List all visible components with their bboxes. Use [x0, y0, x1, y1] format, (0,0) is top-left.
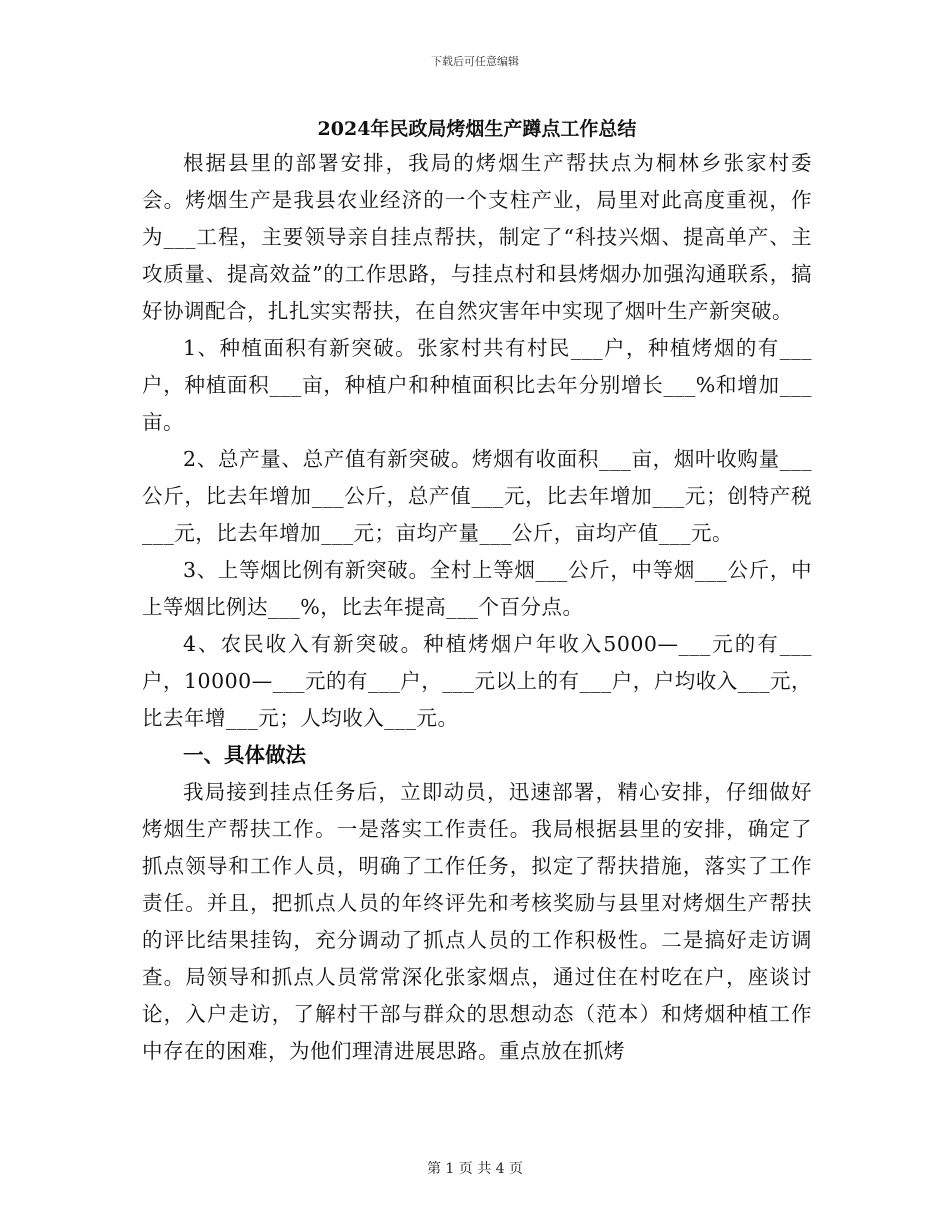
item-3-paragraph: 3、上等烟比例有新突破。全村上等烟___公斤，中等烟___公斤，中上等烟比例达___%，比去年提高___个百分点。: [142, 558, 812, 619]
item-2-paragraph: 2、总产量、总产值有新突破。烤烟有收面积___亩，烟叶收购量___公斤，比去年增加___公斤，总产值___元，比去年增加___元；创特产税___元，比去年增加___元；亩均产量___公斤，亩均产值___元。: [142, 447, 812, 545]
section-1-paragraph: 我局接到挂点任务后，立即动员，迅速部署，精心安排，仔细做好烤烟生产帮扶工作。一是落实工作责任。我局根据县里的安排，确定了抓点领导和工作人员，明确了工作任务，拟定了帮扶措施，落实了工作责任。并且，把抓点人员的年终评先和考核奖励与县里对烤烟生产帮扶的评比结果挂钩，充分调动了抓点人员的工作积极性。二是搞好走访调查。局领导和抓点人员常常深化张家烟点，通过住在村吃在户，座谈讨论，入户走访，了解村干部与群众的思想动态（范本）和烤烟种植工作中存在的困难，为他们理清进展思路。重点放在抓烤: [142, 780, 812, 1063]
document-body: [142, 113, 812, 1070]
intro-paragraph: 根据县里的部署安排，我局的烤烟生产帮扶点为桐林乡张家村委会。烤烟生产是我县农业经济的一个支柱产业，局里对此高度重视，作为___工程，主要领导亲自挂点帮扶，制定了“科技兴烟、提高单产、主攻质量、提高效益”的工作思路，与挂点村和县烤烟办加强沟通联系，搞好协调配合，扎扎实实帮扶，在自然灾害年中实现了烟叶生产新突破。: [142, 151, 812, 323]
page-header-note: 下载后可任意编辑: [431, 55, 519, 68]
item-1-paragraph: 1、种植面积有新突破。张家村共有村民___户，种植烤烟的有___户，种植面积___亩，种植户和种植面积比去年分别增长___%和增加___亩。: [142, 336, 812, 434]
document-title: 2024年民政局烤烟生产蹲点工作总结: [317, 118, 637, 140]
page-footer-number: 第 1 页 共 4 页: [426, 1161, 524, 1177]
item-4-paragraph: 4、农民收入有新突破。种植烤烟户年收入5000—___元的有___户，10000—___元的有___户，___元以上的有___户，户均收入___元，比去年增___元；人均收入___元。: [142, 632, 812, 730]
section-1-heading: 一、具体做法: [183, 743, 306, 767]
